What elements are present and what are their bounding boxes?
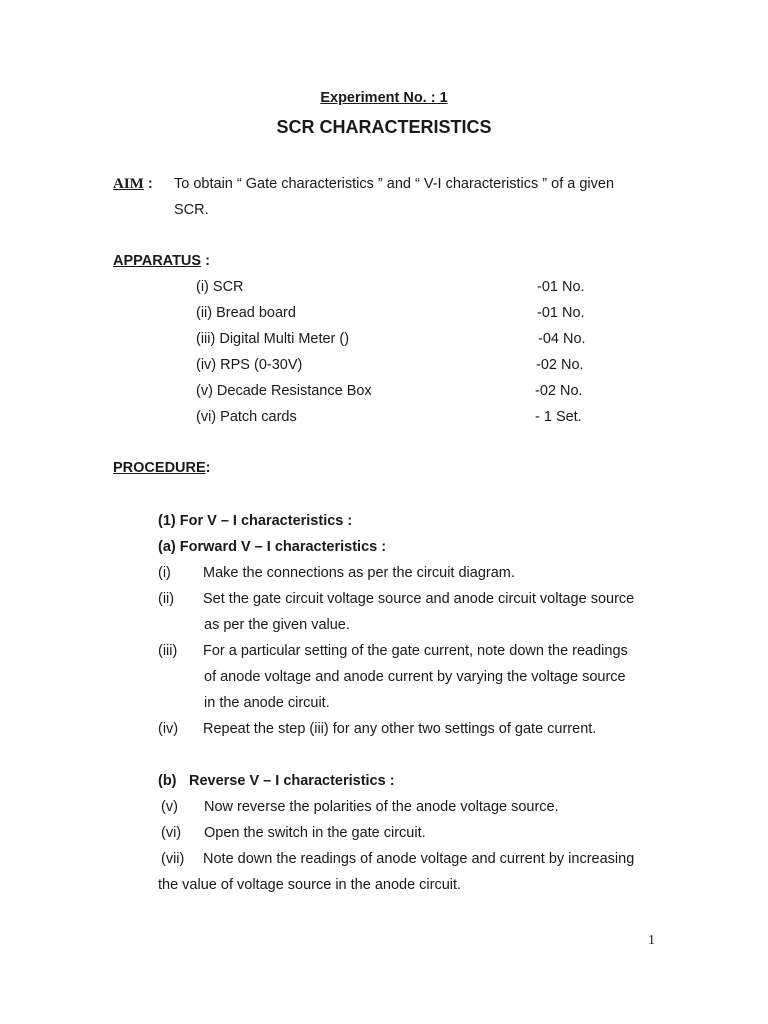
step-text: Repeat the step (iii) for any other two settings of gate current. <box>203 721 597 737</box>
apparatus-item-name: (ii) Bread board <box>196 305 296 321</box>
page-number: 1 <box>648 933 655 948</box>
aim-colon: : <box>147 176 153 192</box>
step-text: Set the gate circuit voltage source and anode circuit voltage source <box>203 591 635 607</box>
procedure-label: PROCEDURE <box>113 460 206 476</box>
step-number: (iii) <box>158 643 178 659</box>
step-text: Note down the readings of anode voltage and current by increasing <box>203 851 635 867</box>
step-text: Open the switch in the gate circuit. <box>204 825 426 841</box>
step-text: For a particular setting of the gate current, note down the readings <box>203 643 628 659</box>
step-number: (v) <box>161 799 178 815</box>
procedure-heading <box>113 459 211 477</box>
step-number: (vi) <box>161 825 182 841</box>
apparatus-label: APPARATUS <box>113 253 202 269</box>
step-number: (i) <box>158 565 171 581</box>
step-text: in the anode circuit. <box>204 695 330 711</box>
apparatus-item-qty: - 1 Set. <box>535 409 582 425</box>
step-number: (iv) <box>158 721 179 737</box>
experiment-number: Experiment No. : 1 <box>320 90 448 106</box>
step-text: Make the connections as per the circuit diagram. <box>203 565 515 581</box>
step-text: of anode voltage and anode current by varying the voltage source <box>204 669 626 685</box>
apparatus-item-name: (iv) RPS (0-30V) <box>196 357 303 373</box>
apparatus-item-qty: -01 No. <box>537 279 585 295</box>
apparatus-colon: : <box>201 253 210 269</box>
apparatus-item-qty: -02 No. <box>536 357 584 373</box>
aim-heading <box>113 175 153 193</box>
apparatus-item-name: (v) Decade Resistance Box <box>196 383 372 399</box>
apparatus-item-qty: -02 No. <box>535 383 583 399</box>
step-text: as per the given value. <box>204 617 350 633</box>
apparatus-item-qty: -01 No. <box>537 305 585 321</box>
aim-text-line-2: SCR. <box>174 202 209 218</box>
procedure-colon: : <box>205 460 211 476</box>
step-number: (ii) <box>158 591 175 607</box>
apparatus-heading <box>113 252 210 270</box>
apparatus-item-name: (iii) Digital Multi Meter () <box>196 331 350 347</box>
apparatus-item-name: (vi) Patch cards <box>196 409 297 425</box>
page-title: SCR CHARACTERISTICS <box>276 117 492 137</box>
step-number: (vii) <box>161 851 185 867</box>
subsection-forward: (a) Forward V – I characteristics : <box>158 539 387 555</box>
apparatus-item-qty: -04 No. <box>538 331 586 347</box>
subsection-reverse: Reverse V – I characteristics : <box>189 773 395 789</box>
subsection-reverse-number: (b) <box>158 773 177 789</box>
section-vi-characteristics: (1) For V – I characteristics : <box>158 513 353 529</box>
step-continuation: the value of voltage source in the anode circuit. <box>158 877 462 893</box>
step-text: Now reverse the polarities of the anode voltage source. <box>204 799 559 815</box>
aim-label: AIM <box>113 176 144 192</box>
aim-text-line-1: To obtain “ Gate characteristics ” and “ V-I characteristics ” of a given <box>174 176 615 192</box>
apparatus-item-name: (i) SCR <box>196 279 244 295</box>
